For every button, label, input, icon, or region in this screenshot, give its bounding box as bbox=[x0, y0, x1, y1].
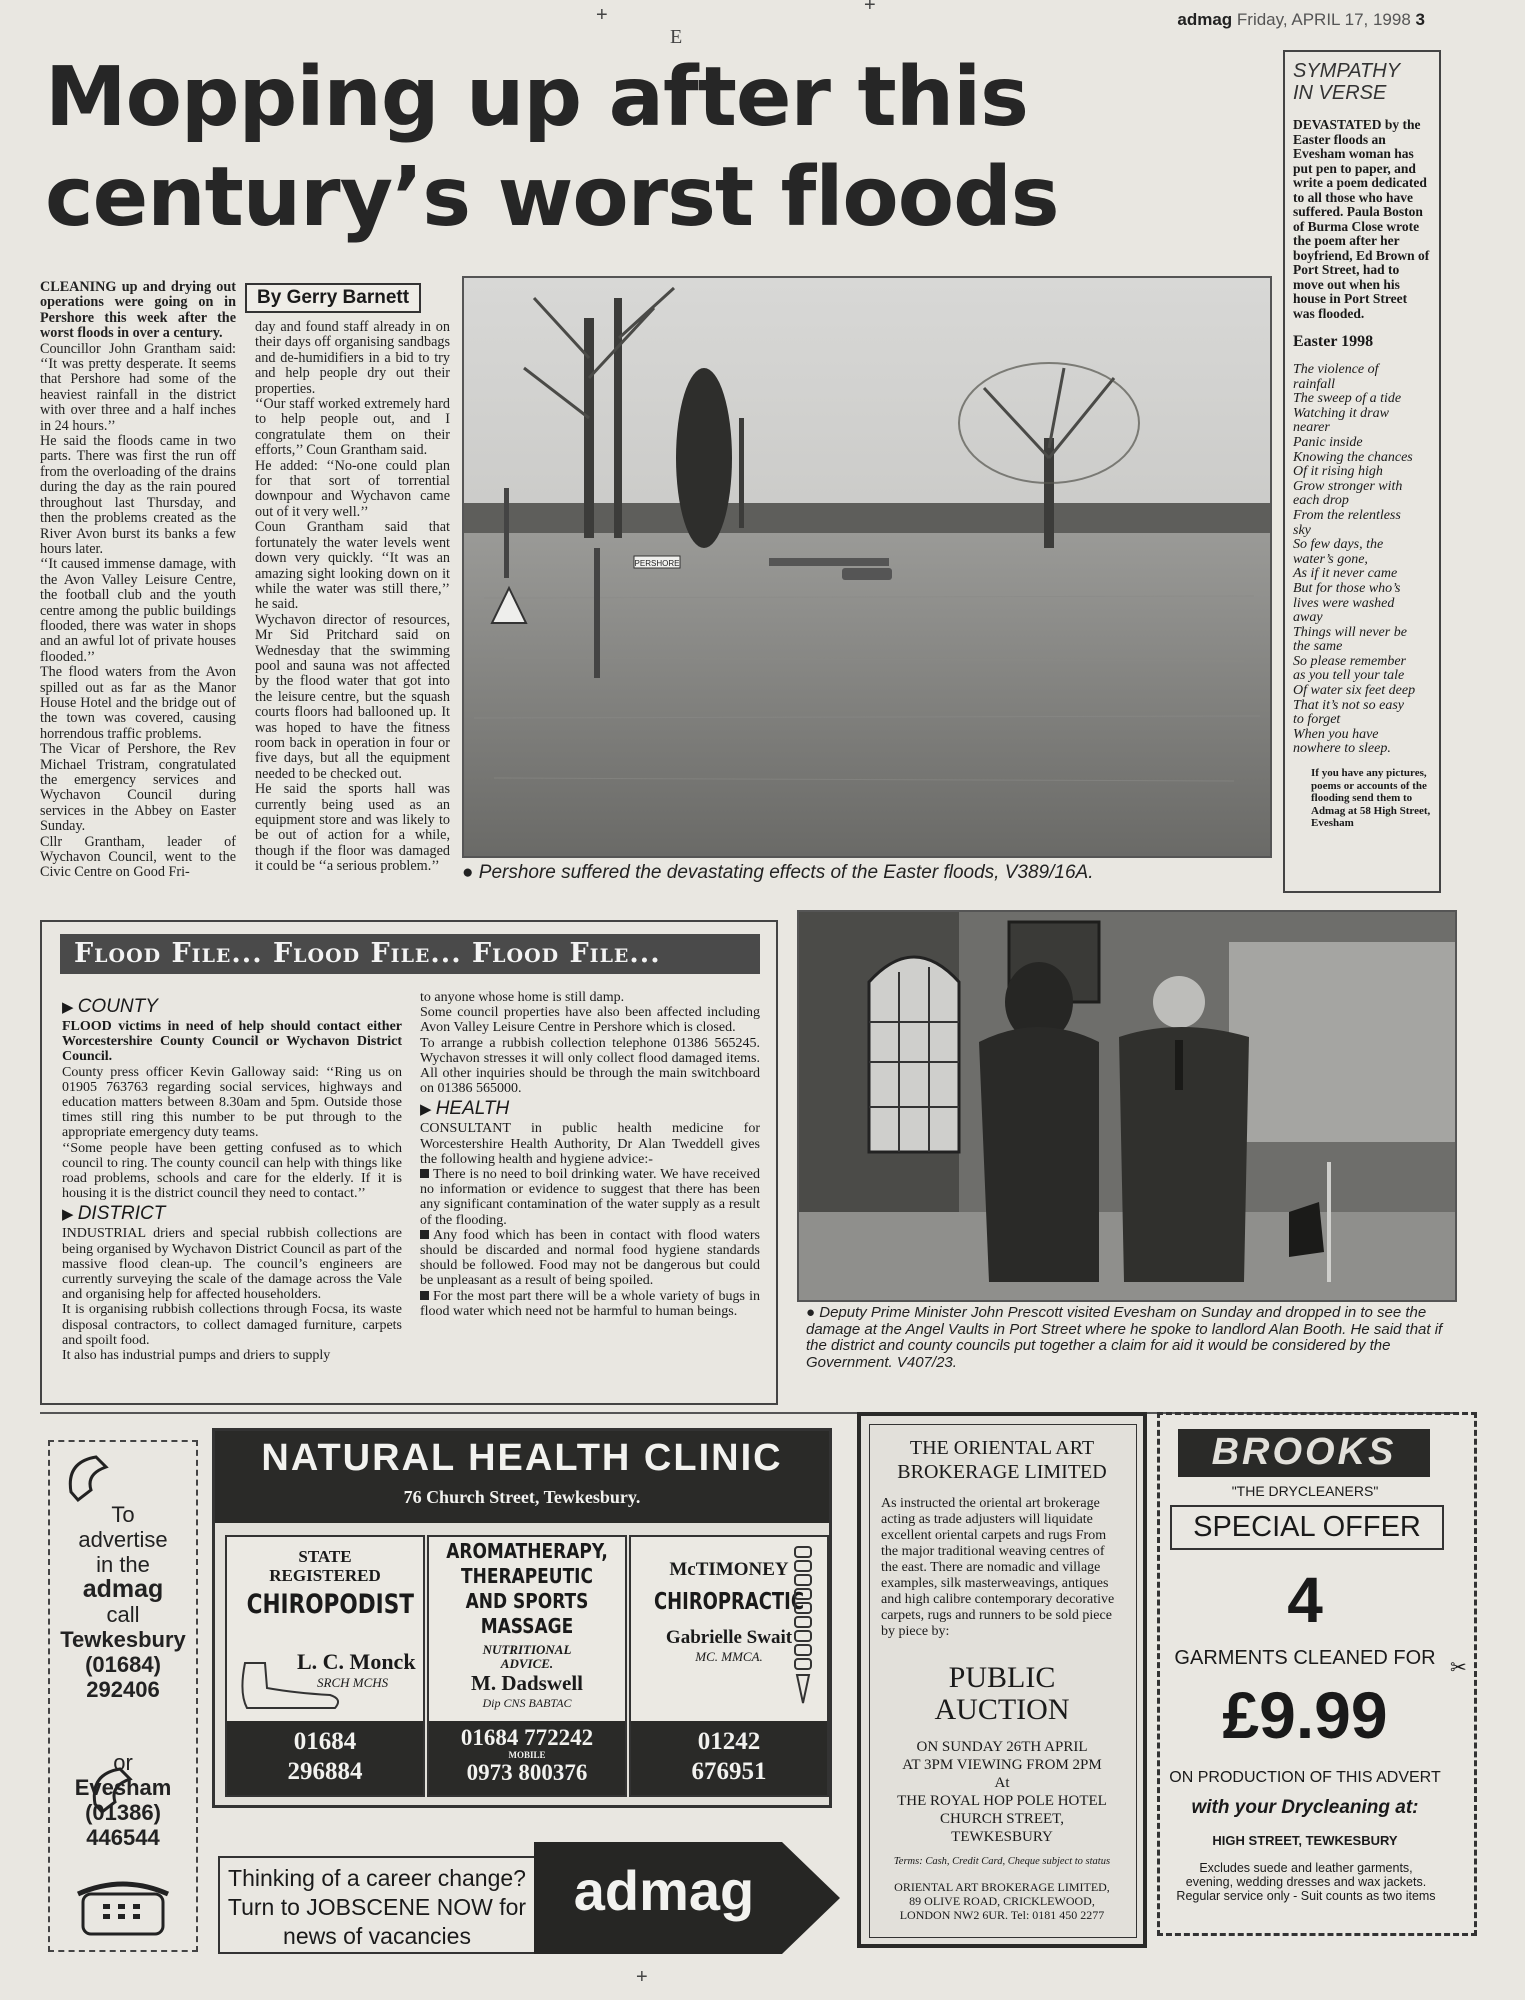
article-paragraph: day and found staff already in on their days off organising sandbags and de-humidifiers in a bid to try and help people dry out their properties. bbox=[255, 319, 450, 397]
registration-letter: E bbox=[670, 26, 683, 48]
poem-line: Of water six feet deep bbox=[1293, 683, 1416, 699]
advertise-town-1: Tewkesbury bbox=[60, 1627, 186, 1652]
auction-detail-line: TEWKESBURY bbox=[951, 1829, 1053, 1845]
jobscene-line: Thinking of a career change? bbox=[228, 1865, 526, 1891]
sidebar-title-line-2: IN VERSE bbox=[1293, 82, 1387, 104]
chiropodist-label-line: REGISTERED bbox=[269, 1566, 381, 1585]
chiropodist-phone: 296884 bbox=[287, 1758, 363, 1785]
aromatherapy-sub-line: NUTRITIONAL bbox=[482, 1642, 572, 1657]
public-auction bbox=[861, 1662, 1143, 1726]
poem-title: Easter 1998 bbox=[1293, 333, 1374, 350]
flood-file-column-2 bbox=[420, 990, 760, 1319]
poem-line: to forget bbox=[1293, 712, 1341, 728]
health-bullet-text: Any food which has been in contact with flood waters should be discarded and normal food hygiene standards should be followed. Food may not be dangerous but could be unpleasant as a result of being spoiled. bbox=[420, 1227, 760, 1289]
district-paragraph: It is organising rubbish collections through Focsa, its waste disposal contractors, to collect damaged furniture, carpets and spoilt food. bbox=[62, 1302, 402, 1348]
mctimoney-phone: 676951 bbox=[691, 1758, 767, 1785]
pub-interior-image bbox=[799, 912, 1455, 1300]
chiropodist-label bbox=[227, 1547, 423, 1585]
county-heading bbox=[62, 996, 402, 1019]
brooks-special-offer: SPECIAL OFFER bbox=[1170, 1505, 1444, 1550]
masthead-brand: admag bbox=[1177, 10, 1233, 29]
square-bullet-icon bbox=[420, 1230, 429, 1239]
brooks-ad bbox=[1157, 1412, 1477, 1936]
bullet-icon: ● bbox=[806, 1304, 820, 1321]
masthead bbox=[1177, 10, 1425, 30]
mctimoney-title: McTIMONEY bbox=[669, 1559, 789, 1580]
flood-file-column-1 bbox=[62, 994, 402, 1363]
aromatherapy-title-line: THERAPEUTIC bbox=[461, 1564, 593, 1588]
poem-line: But for those who’s bbox=[1293, 580, 1401, 596]
article-paragraph: Coun Grantham said that fortunately the water levels went down very quickly. ‘‘It was an amazing sight looking down on it while the water was still there,’’ he said. bbox=[255, 519, 450, 613]
county-paragraph: County press officer Kevin Galloway said: ‘‘Ring us on 01905 763763 regarding social services, highways and education matters between 8.30am and 5pm. Outside those times still ring this number to be put through to the appropriate emergency duty teams. bbox=[62, 1064, 402, 1141]
advertise-call: call bbox=[106, 1602, 140, 1627]
health-bullet bbox=[420, 1289, 760, 1319]
mctimoney-panel bbox=[629, 1535, 829, 1797]
oriental-address-line: ORIENTAL ART BROKERAGE LIMITED, bbox=[894, 1880, 1110, 1894]
poem-line: sky bbox=[1293, 522, 1311, 538]
registration-cross: + bbox=[864, 0, 876, 16]
aromatherapy-phone-block bbox=[429, 1721, 625, 1795]
chiropodist-label-line: STATE bbox=[298, 1547, 352, 1566]
article-paragraph: He added: ‘‘No-one could plan for that sort of torrential downpour and Wychavon came out of it very well.’’ bbox=[255, 457, 450, 520]
poem-line: Things will never be bbox=[1293, 624, 1407, 640]
oriental-title-line: THE ORIENTAL ART bbox=[909, 1437, 1095, 1459]
registration-cross: + bbox=[596, 4, 608, 26]
health-bullet bbox=[420, 1228, 760, 1289]
mctimoney-quals: MC. MMCA. bbox=[695, 1649, 763, 1664]
poem-line: Grow stronger with bbox=[1293, 478, 1403, 494]
district-heading bbox=[62, 1203, 402, 1226]
clinic-title: NATURAL HEALTH CLINIC bbox=[261, 1437, 783, 1479]
jobscene-copy bbox=[220, 1858, 534, 1951]
poem-line: the same bbox=[1293, 639, 1343, 655]
advertise-line: in the bbox=[96, 1552, 150, 1577]
oriental-title-line: BROKERAGE LIMITED bbox=[897, 1461, 1107, 1483]
poem-line: as you tell your tale bbox=[1293, 668, 1405, 684]
poem-line: Watching it draw bbox=[1293, 405, 1389, 421]
brooks-garments: GARMENTS CLEANED FOR bbox=[1174, 1647, 1436, 1669]
advertise-or: or bbox=[113, 1750, 133, 1775]
jobscene-line: Turn to JOBSCENE NOW for bbox=[227, 1894, 527, 1920]
flood-photo-caption bbox=[462, 862, 1272, 884]
poem bbox=[1293, 363, 1431, 757]
aromatherapy-quals: Dip CNS BABTAC bbox=[482, 1696, 572, 1710]
prescott-caption-text: Deputy Prime Minister John Prescott visited Evesham on Sunday and dropped in to see the damage at the Angel Vaults in Port Street where he spoke to landlord Alan Booth. He said that if the district and county councils put together a claim for aid it would be considered by the Government. V407/23. bbox=[806, 1304, 1443, 1371]
flood-file-banner: Flood File... Flood File... Flood File... bbox=[60, 934, 760, 974]
chiropodist-quals: SRCH MCHS bbox=[317, 1675, 389, 1690]
article-paragraph: He said the sports hall was currently being used as an equipment store and was likely to be out of action for a while, though if the floor was damaged it could be ‘‘a serious problem.’’ bbox=[255, 781, 450, 875]
chiropodist-phone: 01684 bbox=[293, 1728, 357, 1755]
natural-health-clinic-ad bbox=[212, 1428, 832, 1808]
poem-line: lives were washed bbox=[1293, 595, 1395, 611]
aromatherapy-phone: 0973 800376 bbox=[466, 1760, 588, 1785]
auction-detail-line: ON SUNDAY 26TH APRIL bbox=[916, 1739, 1088, 1755]
masthead-date: Friday, APRIL 17, 1998 bbox=[1236, 10, 1411, 29]
advertise-line: advertise bbox=[78, 1527, 168, 1552]
poem-line: nowhere to sleep. bbox=[1293, 741, 1391, 757]
county-paragraph: ‘‘Some people have been getting confused as to which council to ring. The county council can help with things like road problems, schools and care for the elderly. If it is housing it is the district council they need to contact.’’ bbox=[62, 1140, 402, 1202]
poem-line: rainfall bbox=[1293, 376, 1336, 392]
auction-line: PUBLIC bbox=[948, 1661, 1056, 1694]
oriental-body: As instructed the oriental art brokerage acting as trade adjusters will liquidate excellent oriental carpets and rugs From the major traditional weaving centres of the east. There are nomadic and village examples, silk masterweavings, antiques and high calibre contemporary decorative carpets, rugs and runners to be sold piece by piece by: bbox=[881, 1496, 1115, 1639]
headline bbox=[45, 48, 1245, 248]
aromatherapy-sub bbox=[429, 1643, 625, 1671]
county-heading-text: COUNTY bbox=[77, 996, 158, 1017]
aromatherapy-title-line: AND SPORTS bbox=[465, 1589, 589, 1613]
advertise-line: To bbox=[111, 1502, 135, 1527]
triangle-icon: ▶ bbox=[420, 1101, 436, 1119]
aromatherapy-mobile-label: MOBILE bbox=[508, 1750, 546, 1760]
brooks-with: with your Drycleaning at: bbox=[1191, 1797, 1419, 1818]
poem-line: each drop bbox=[1293, 493, 1349, 509]
health-bullet-text: There is no need to boil drinking water. We have received no information or evidence to suggest that there has been any significant contamination of the water supply as a result of the flooding. bbox=[420, 1167, 760, 1228]
county-paragraph: FLOOD victims in need of help should contact either Worcestershire County Council or Wychavon District Council. bbox=[62, 1019, 402, 1065]
brooks-logo: BROOKS bbox=[1211, 1431, 1397, 1473]
health-heading bbox=[420, 1098, 760, 1121]
headline-line-2: century’s worst floods bbox=[45, 150, 1059, 245]
oriental-address-line: LONDON NW2 6UR. Tel: 0181 450 2277 bbox=[899, 1908, 1105, 1922]
article-paragraph: The Vicar of Pershore, the Rev Michael Tristram, congratulated the emergency services and Wychavon Council during services in the Abbey on Easter Sunday. bbox=[40, 741, 236, 835]
brooks-number: 4 bbox=[1287, 1564, 1323, 1636]
auction-line: AUCTION bbox=[934, 1693, 1070, 1726]
aromatherapy-title-line: AROMATHERAPY, bbox=[446, 1539, 608, 1563]
page-number: 3 bbox=[1415, 10, 1425, 29]
prescott-photo bbox=[797, 910, 1457, 1302]
poem-line: The sweep of a tide bbox=[1293, 391, 1402, 407]
poem-line: away bbox=[1293, 610, 1323, 626]
district-heading-text: DISTRICT bbox=[77, 1203, 166, 1225]
aromatherapy-title bbox=[444, 1539, 611, 1639]
clinic-address: 76 Church Street, Tewkesbury. bbox=[403, 1487, 641, 1507]
triangle-icon: ▶ bbox=[62, 999, 78, 1016]
brooks-address: HIGH STREET, TEWKESBURY bbox=[1212, 1833, 1398, 1848]
oriental-art-ad bbox=[857, 1412, 1147, 1948]
telephone-handset-icon bbox=[90, 1764, 160, 1814]
brooks-production: ON PRODUCTION OF THIS ADVERT bbox=[1169, 1769, 1441, 1786]
mctimoney-name: Gabrielle Swait bbox=[665, 1627, 793, 1648]
poem-line: From the relentless bbox=[1293, 507, 1401, 523]
health-paragraph: CONSULTANT in public health medicine for Worcestershire Health Authority, Dr Alan Tweddell gives the following health and hygiene advice:- bbox=[420, 1121, 760, 1167]
chiropodist-title: CHIROPODIST bbox=[246, 1589, 415, 1620]
article-paragraph: CLEANING up and drying out operations were going on in Pershore this week after the worst floods in over a century. bbox=[40, 279, 236, 342]
admag-arrow-label: admag bbox=[573, 1859, 755, 1922]
aromatherapy-name: M. Dadswell bbox=[471, 1671, 583, 1695]
sidebar-title-line-1: SYMPATHY bbox=[1293, 60, 1401, 82]
auction-detail-line: AT 3PM VIEWING FROM 2PM bbox=[902, 1757, 1102, 1773]
poem-line: So please remember bbox=[1293, 653, 1407, 669]
aromatherapy-phone: 01684 772242 bbox=[460, 1725, 594, 1750]
square-bullet-icon bbox=[420, 1291, 429, 1300]
oriental-title bbox=[861, 1436, 1143, 1484]
bullet-icon: ● bbox=[462, 862, 474, 883]
photo-sign: PERSHORE bbox=[634, 559, 680, 568]
sympathy-sidebar bbox=[1283, 50, 1441, 893]
scissors-icon: ✂ bbox=[1450, 1657, 1467, 1679]
article-paragraph: The flood waters from the Avon spilled out as far as the Manor House Hotel and the bridge out of the town was covered, causing horrendous traffic problems. bbox=[40, 664, 236, 742]
advertise-phone-1a: (01684) bbox=[85, 1652, 161, 1677]
article-paragraph: Councillor John Grantham said: ‘‘It was pretty desperate. It seems that Pershore had some of the heaviest rainfall in the district with over three and a half inches in 24 hours.’’ bbox=[40, 340, 236, 434]
article-paragraph: ‘‘Our staff worked extremely hard to help people out, and I congratulate them on their efforts,’’ Coun Grantham said. bbox=[255, 396, 450, 459]
brooks-sub: "THE DRYCLEANERS" bbox=[1231, 1483, 1379, 1499]
jobscene-ad bbox=[218, 1856, 536, 1954]
article-column-1 bbox=[40, 280, 236, 881]
spine-icon bbox=[783, 1543, 823, 1713]
advertise-phone-2b: 446544 bbox=[86, 1825, 160, 1850]
mctimoney-phone-block bbox=[631, 1721, 827, 1795]
sidebar-footer: If you have any pictures, poems or accounts of the flooding send them to Admag at 58 High Street, Evesham bbox=[1311, 767, 1431, 830]
poem-line: Of it rising high bbox=[1293, 464, 1383, 480]
chiropractic-title: CHIROPRACTIC bbox=[653, 1589, 805, 1615]
district-paragraph: It also has industrial pumps and driers to supply bbox=[62, 1348, 331, 1364]
jobscene-line: news of vacancies bbox=[283, 1923, 471, 1949]
poem-line: So few days, the bbox=[1293, 537, 1384, 553]
flood-file-box bbox=[40, 920, 778, 1405]
telephone-icon bbox=[68, 1874, 178, 1944]
sidebar-title bbox=[1293, 60, 1431, 104]
square-bullet-icon bbox=[420, 1169, 429, 1178]
auction-detail-line: At bbox=[994, 1775, 1010, 1791]
prescott-caption bbox=[806, 1305, 1456, 1371]
poem-line: nearer bbox=[1293, 420, 1330, 436]
flood-photo-caption-text: Pershore suffered the devastating effects of the Easter floods, V389/16A. bbox=[478, 862, 1094, 883]
aromatherapy-sub-line: ADVICE. bbox=[500, 1656, 554, 1671]
advertise-phone-2a: (01386) bbox=[85, 1800, 161, 1825]
auction-details bbox=[861, 1738, 1143, 1846]
article-paragraph: ‘‘It caused immense damage, with the Avon Valley Leisure Centre, the football club and the youth centre among the public buildings flooded, there was water in shops and an awful lot of private houses flooded.’’ bbox=[40, 556, 236, 665]
poem-line: That it’s not so easy bbox=[1293, 697, 1404, 713]
brooks-price: £9.99 bbox=[1222, 1678, 1388, 1752]
auction-detail-line: THE ROYAL HOP POLE HOTEL bbox=[897, 1793, 1107, 1809]
advertise-ad bbox=[48, 1440, 198, 1952]
council-paragraph: Some council properties have also been affected including Avon Valley Leisure Centre in Pershore which is closed. bbox=[420, 1005, 760, 1036]
poem-line: The violence of bbox=[1293, 362, 1379, 377]
flood-scene-image bbox=[464, 278, 1270, 856]
triangle-icon: ▶ bbox=[62, 1206, 78, 1224]
oriental-address bbox=[861, 1880, 1143, 1922]
article-column-2 bbox=[255, 320, 450, 875]
article-paragraph: Wychavon director of resources, Mr Sid Pritchard said on Wednesday that the swimming pool and sauna was not affected by the flood water that got into the leisure centre, but the squash courts floors had ballooned up. It was hoped to have the fitness room back in operation in four or five days, but all the equipment needed to be checked out. bbox=[255, 611, 450, 782]
headline-line-1: Mopping up after this bbox=[45, 50, 1028, 145]
district-paragraph: INDUSTRIAL driers and special rubbish collections are being organised by Wychavon District Council as part of the massive flood clean-up. The council’s engineers are currently surveying the scale of the damage across the Vale and organising help for affected householders. bbox=[62, 1226, 402, 1303]
poem-line: When you have bbox=[1293, 726, 1379, 742]
byline: By Gerry Barnett bbox=[245, 283, 421, 313]
mctimoney-phone: 01242 bbox=[697, 1728, 761, 1755]
poem-line: water’s gone, bbox=[1293, 551, 1368, 567]
oriental-terms: Terms: Cash, Credit Card, Cheque subject to status bbox=[893, 1856, 1111, 1867]
aromatherapy-panel bbox=[427, 1535, 627, 1797]
sidebar-intro: DEVASTATED by the Easter floods an Evesham woman has put pen to paper, and write a poem dedicated to all those who have suffered. Paula Boston of Burma Close wrote the poem after her boyfriend, Ed Brown of Port Street, had to move out when his house in Port Street was flooded. bbox=[1293, 117, 1430, 321]
flood-photo bbox=[462, 276, 1272, 858]
registration-cross: + bbox=[636, 1966, 648, 1988]
poem-line: Knowing the chances bbox=[1293, 449, 1413, 465]
poem-line: As if it never came bbox=[1293, 566, 1398, 582]
health-heading-text: HEALTH bbox=[435, 1098, 510, 1120]
health-bullet bbox=[420, 1167, 760, 1228]
advertise-brand: admag bbox=[82, 1575, 164, 1603]
council-paragraph: To arrange a rubbish collection telephone 01386 565245. Wychavon stresses it will only collect flood damaged items. All other inquiries should be through the main switchboard on 01386 565000. bbox=[420, 1035, 760, 1097]
advertise-town-2: Evesham bbox=[74, 1775, 172, 1800]
auction-detail-line: CHURCH STREET, bbox=[940, 1811, 1064, 1827]
article-paragraph: Cllr Grantham, leader of Wychavon Council, went to the Civic Centre on Good Fri- bbox=[40, 833, 236, 881]
brooks-small-print: Excludes suede and leather garments, evening, wedding dresses and wax jackets. Regular service only - Suit counts as two items bbox=[1176, 1861, 1436, 1903]
advertise-phone-1b: 292406 bbox=[86, 1677, 160, 1702]
council-paragraph: to anyone whose home is still damp. bbox=[420, 990, 625, 1005]
oriental-address-line: 89 OLIVE ROAD, CRICKLEWOOD, bbox=[909, 1894, 1095, 1908]
poem-line: Panic inside bbox=[1293, 434, 1363, 450]
chiropodist-name: L. C. Monck bbox=[297, 1649, 416, 1674]
aromatherapy-title-line: MASSAGE bbox=[480, 1614, 574, 1638]
health-bullet-text: For the most part there will be a whole variety of bugs in flood water which need not be harmful to human beings. bbox=[420, 1288, 760, 1319]
article-paragraph: He said the floods came in two parts. There was first the run off from the overloading of the drains during the day as the rain poured throughout last Thursday, and then the problems created as the River Avon burst its banks a few hours later. bbox=[40, 433, 236, 557]
chiropodist-panel bbox=[225, 1535, 425, 1797]
chiropodist-phone-block bbox=[227, 1721, 423, 1795]
